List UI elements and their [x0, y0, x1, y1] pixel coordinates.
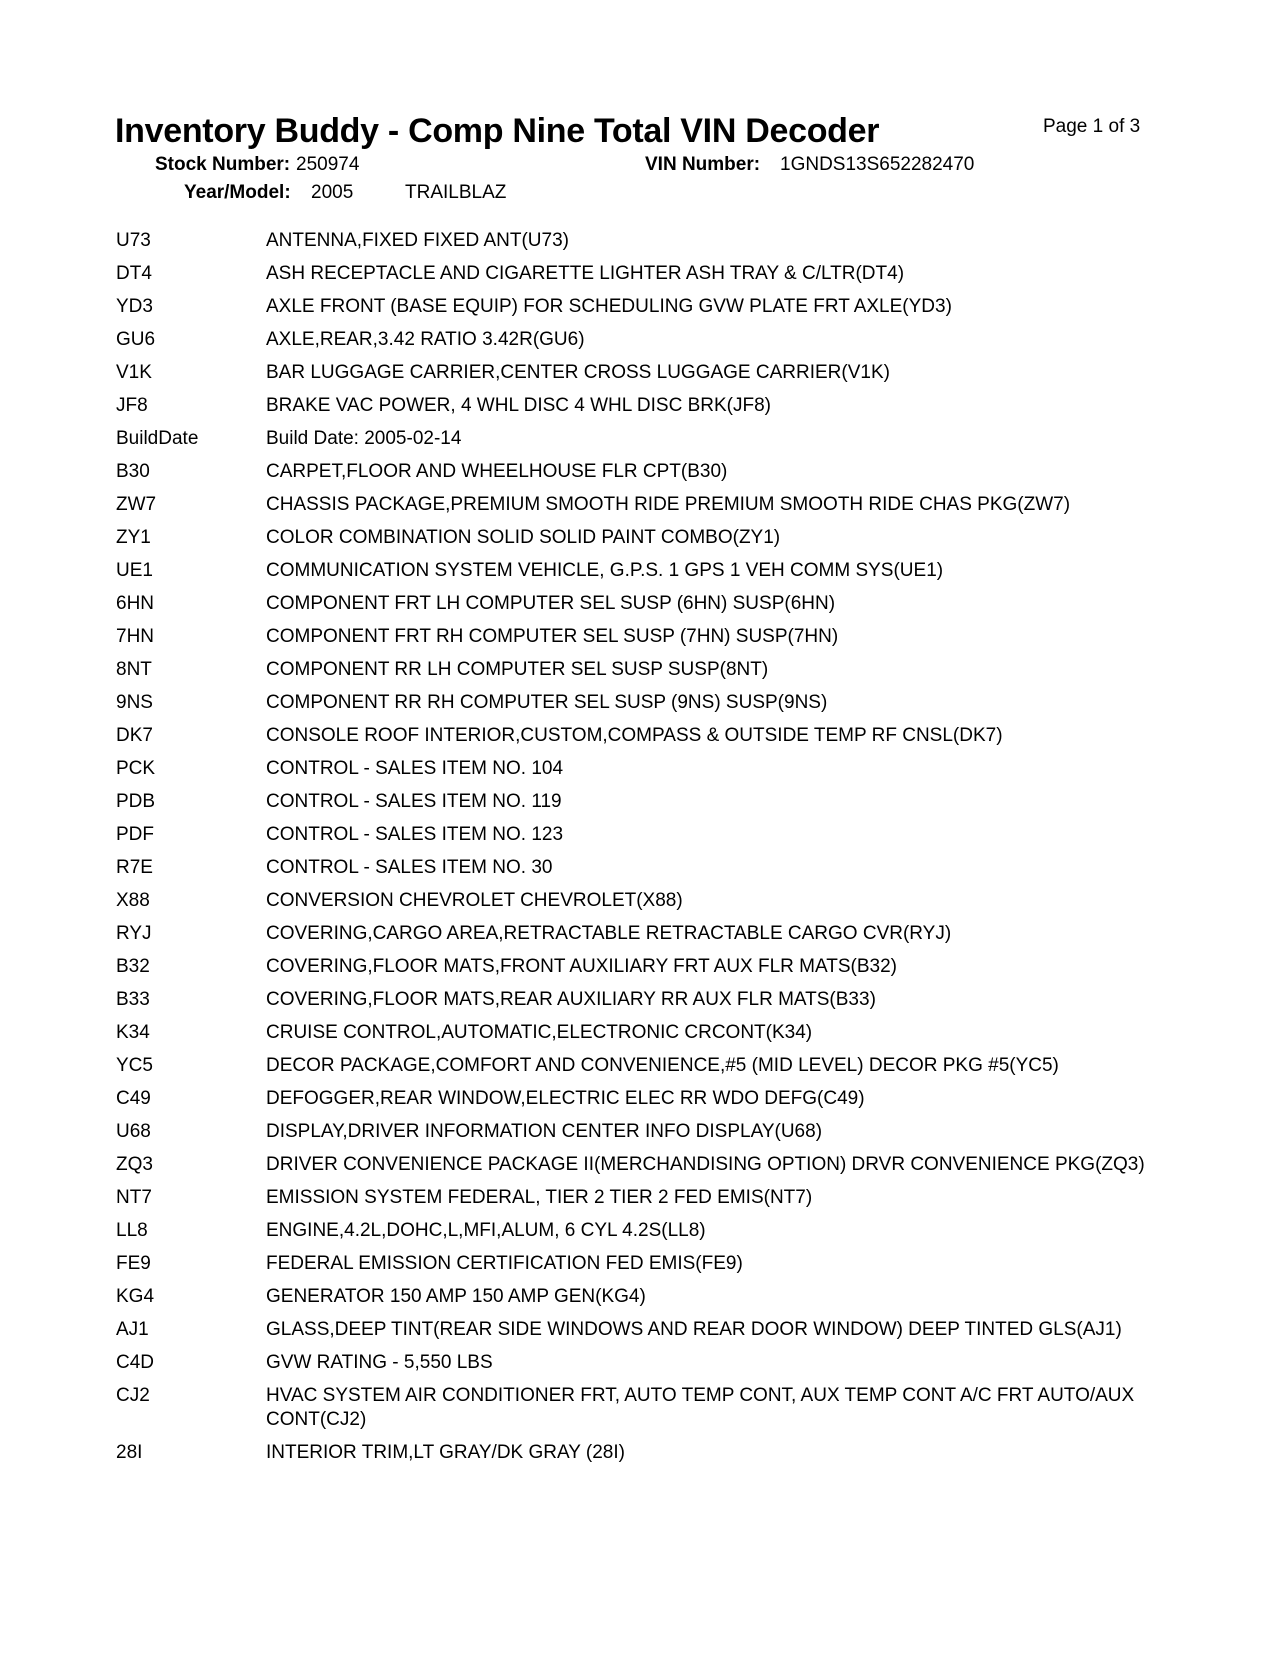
- option-code: NT7: [116, 1187, 152, 1208]
- option-row: [116, 559, 1176, 592]
- option-description: COMPONENT FRT RH COMPUTER SEL SUSP (7HN) SUSP(7HN): [266, 626, 839, 647]
- option-row: [116, 1285, 1176, 1318]
- option-row: [116, 1318, 1176, 1351]
- option-row: [116, 460, 1176, 493]
- option-description: CONSOLE ROOF INTERIOR,CUSTOM,COMPASS & OUTSIDE TEMP RF CNSL(DK7): [266, 725, 1003, 746]
- option-description: COMPONENT RR LH COMPUTER SEL SUSP SUSP(8NT): [266, 659, 769, 680]
- option-row: [116, 592, 1176, 625]
- option-code: U68: [116, 1121, 151, 1142]
- option-description: CONTROL - SALES ITEM NO. 119: [266, 791, 562, 812]
- option-row: [116, 295, 1176, 328]
- option-row: [116, 955, 1176, 988]
- option-code: BuildDate: [116, 428, 199, 449]
- option-row: [116, 1384, 1176, 1441]
- option-code: 28I: [116, 1442, 143, 1463]
- option-description: BAR LUGGAGE CARRIER,CENTER CROSS LUGGAGE CARRIER(V1K): [266, 362, 890, 383]
- option-description: CONTROL - SALES ITEM NO. 123: [266, 824, 564, 845]
- option-code: 6HN: [116, 593, 155, 614]
- option-description: AXLE,REAR,3.42 RATIO 3.42R(GU6): [266, 329, 585, 350]
- option-description: COVERING,CARGO AREA,RETRACTABLE RETRACTABLE CARGO CVR(RYJ): [266, 923, 952, 944]
- option-code: CJ2: [116, 1385, 150, 1406]
- option-code: B30: [116, 461, 150, 482]
- option-description: CONTROL - SALES ITEM NO. 30: [266, 857, 553, 878]
- vin-number-label: VIN Number:: [645, 154, 761, 175]
- option-row: [116, 1441, 1176, 1474]
- option-code: DK7: [116, 725, 153, 746]
- option-code: GU6: [116, 329, 156, 350]
- option-code: X88: [116, 890, 150, 911]
- option-description: COVERING,FLOOR MATS,REAR AUXILIARY RR AUX FLR MATS(B33): [266, 989, 876, 1010]
- option-description: FEDERAL EMISSION CERTIFICATION FED EMIS(FE9): [266, 1253, 743, 1274]
- option-row: [116, 790, 1176, 823]
- option-row: [116, 394, 1176, 427]
- option-row: [116, 493, 1176, 526]
- option-row: [116, 361, 1176, 394]
- option-code: R7E: [116, 857, 153, 878]
- option-description: AXLE FRONT (BASE EQUIP) FOR SCHEDULING GVW PLATE FRT AXLE(YD3): [266, 296, 952, 317]
- option-row: [116, 427, 1176, 460]
- year-value: 2005: [311, 182, 354, 203]
- option-description: DISPLAY,DRIVER INFORMATION CENTER INFO DISPLAY(U68): [266, 1121, 823, 1142]
- option-row: [116, 1351, 1176, 1384]
- option-code: AJ1: [116, 1319, 149, 1340]
- option-row: [116, 988, 1176, 1021]
- option-code: C49: [116, 1088, 151, 1109]
- option-code: C4D: [116, 1352, 155, 1373]
- options-list: [116, 229, 1176, 1474]
- option-row: [116, 724, 1176, 757]
- option-code: ZW7: [116, 494, 157, 515]
- option-description: GVW RATING - 5,550 LBS: [266, 1352, 493, 1373]
- year-model-label: Year/Model:: [184, 182, 291, 203]
- option-description: ASH RECEPTACLE AND CIGARETTE LIGHTER ASH TRAY & C/LTR(DT4): [266, 263, 905, 284]
- option-row: [116, 229, 1176, 262]
- option-code: ZY1: [116, 527, 151, 548]
- option-description: DEFOGGER,REAR WINDOW,ELECTRIC ELEC RR WDO DEFG(C49): [266, 1088, 865, 1109]
- option-code: FE9: [116, 1253, 151, 1274]
- model-value: TRAILBLAZ: [405, 182, 507, 203]
- option-row: [116, 1021, 1176, 1054]
- option-code: 8NT: [116, 659, 152, 680]
- option-description: COLOR COMBINATION SOLID SOLID PAINT COMBO(ZY1): [266, 527, 781, 548]
- option-row: [116, 922, 1176, 955]
- option-description: DRIVER CONVENIENCE PACKAGE II(MERCHANDISING OPTION) DRVR CONVENIENCE PKG(ZQ3): [266, 1154, 1145, 1175]
- option-description: DECOR PACKAGE,COMFORT AND CONVENIENCE,#5 (MID LEVEL) DECOR PKG #5(YC5): [266, 1055, 1059, 1076]
- option-code: DT4: [116, 263, 152, 284]
- option-code: KG4: [116, 1286, 155, 1307]
- option-code: 9NS: [116, 692, 153, 713]
- option-row: [116, 1054, 1176, 1087]
- option-code: PCK: [116, 758, 156, 779]
- option-description: EMISSION SYSTEM FEDERAL, TIER 2 TIER 2 FED EMIS(NT7): [266, 1187, 813, 1208]
- option-description: Build Date: 2005-02-14: [266, 428, 462, 449]
- option-row: [116, 1087, 1176, 1120]
- option-row: [116, 328, 1176, 361]
- stock-number-label: Stock Number:: [155, 154, 291, 175]
- option-row: [116, 1153, 1176, 1186]
- option-description: COVERING,FLOOR MATS,FRONT AUXILIARY FRT AUX FLR MATS(B32): [266, 956, 897, 977]
- option-code: RYJ: [116, 923, 152, 944]
- option-row: [116, 1186, 1176, 1219]
- option-code: UE1: [116, 560, 153, 581]
- option-row: [116, 1219, 1176, 1252]
- vin-number-value: 1GNDS13S652282470: [780, 154, 975, 175]
- option-description: HVAC SYSTEM AIR CONDITIONER FRT, AUTO TEMP CONT, AUX TEMP CONT A/C FRT AUTO/AUX CONT(CJ2): [266, 1385, 1135, 1430]
- option-description: ANTENNA,FIXED FIXED ANT(U73): [266, 230, 569, 251]
- option-code: U73: [116, 230, 151, 251]
- option-description: CRUISE CONTROL,AUTOMATIC,ELECTRONIC CRCONT(K34): [266, 1022, 813, 1043]
- option-row: [116, 823, 1176, 856]
- option-description: CONVERSION CHEVROLET CHEVROLET(X88): [266, 890, 683, 911]
- option-description: COMMUNICATION SYSTEM VEHICLE, G.P.S. 1 GPS 1 VEH COMM SYS(UE1): [266, 560, 944, 581]
- option-row: [116, 658, 1176, 691]
- option-description: BRAKE VAC POWER, 4 WHL DISC 4 WHL DISC BRK(JF8): [266, 395, 771, 416]
- option-description: COMPONENT RR RH COMPUTER SEL SUSP (9NS) SUSP(9NS): [266, 692, 828, 713]
- option-description: CONTROL - SALES ITEM NO. 104: [266, 758, 564, 779]
- option-code: LL8: [116, 1220, 148, 1241]
- stock-number-value: 250974: [296, 154, 360, 175]
- option-row: [116, 1120, 1176, 1153]
- option-description: GLASS,DEEP TINT(REAR SIDE WINDOWS AND REAR DOOR WINDOW) DEEP TINTED GLS(AJ1): [266, 1319, 1122, 1340]
- option-row: [116, 889, 1176, 922]
- option-code: K34: [116, 1022, 150, 1043]
- option-description: ENGINE,4.2L,DOHC,L,MFI,ALUM, 6 CYL 4.2S(LL8): [266, 1220, 706, 1241]
- page-number: Page 1 of 3: [1043, 116, 1141, 137]
- option-row: [116, 625, 1176, 658]
- option-code: YD3: [116, 296, 153, 317]
- option-row: [116, 1252, 1176, 1285]
- option-code: PDF: [116, 824, 154, 845]
- option-code: PDB: [116, 791, 156, 812]
- option-row: [116, 262, 1176, 295]
- option-row: [116, 757, 1176, 790]
- option-code: V1K: [116, 362, 152, 383]
- option-description: INTERIOR TRIM,LT GRAY/DK GRAY (28I): [266, 1442, 625, 1463]
- option-description: COMPONENT FRT LH COMPUTER SEL SUSP (6HN) SUSP(6HN): [266, 593, 836, 614]
- option-row: [116, 526, 1176, 559]
- option-description: CARPET,FLOOR AND WHEELHOUSE FLR CPT(B30): [266, 461, 728, 482]
- option-code: YC5: [116, 1055, 153, 1076]
- option-code: ZQ3: [116, 1154, 153, 1175]
- option-row: [116, 691, 1176, 724]
- option-code: 7HN: [116, 626, 155, 647]
- option-row: [116, 856, 1176, 889]
- option-description: GENERATOR 150 AMP 150 AMP GEN(KG4): [266, 1286, 646, 1307]
- option-code: B32: [116, 956, 150, 977]
- document-title: Inventory Buddy - Comp Nine Total VIN Decoder: [115, 112, 880, 150]
- option-code: JF8: [116, 395, 148, 416]
- option-description: CHASSIS PACKAGE,PREMIUM SMOOTH RIDE PREMIUM SMOOTH RIDE CHAS PKG(ZW7): [266, 494, 1071, 515]
- option-code: B33: [116, 989, 150, 1010]
